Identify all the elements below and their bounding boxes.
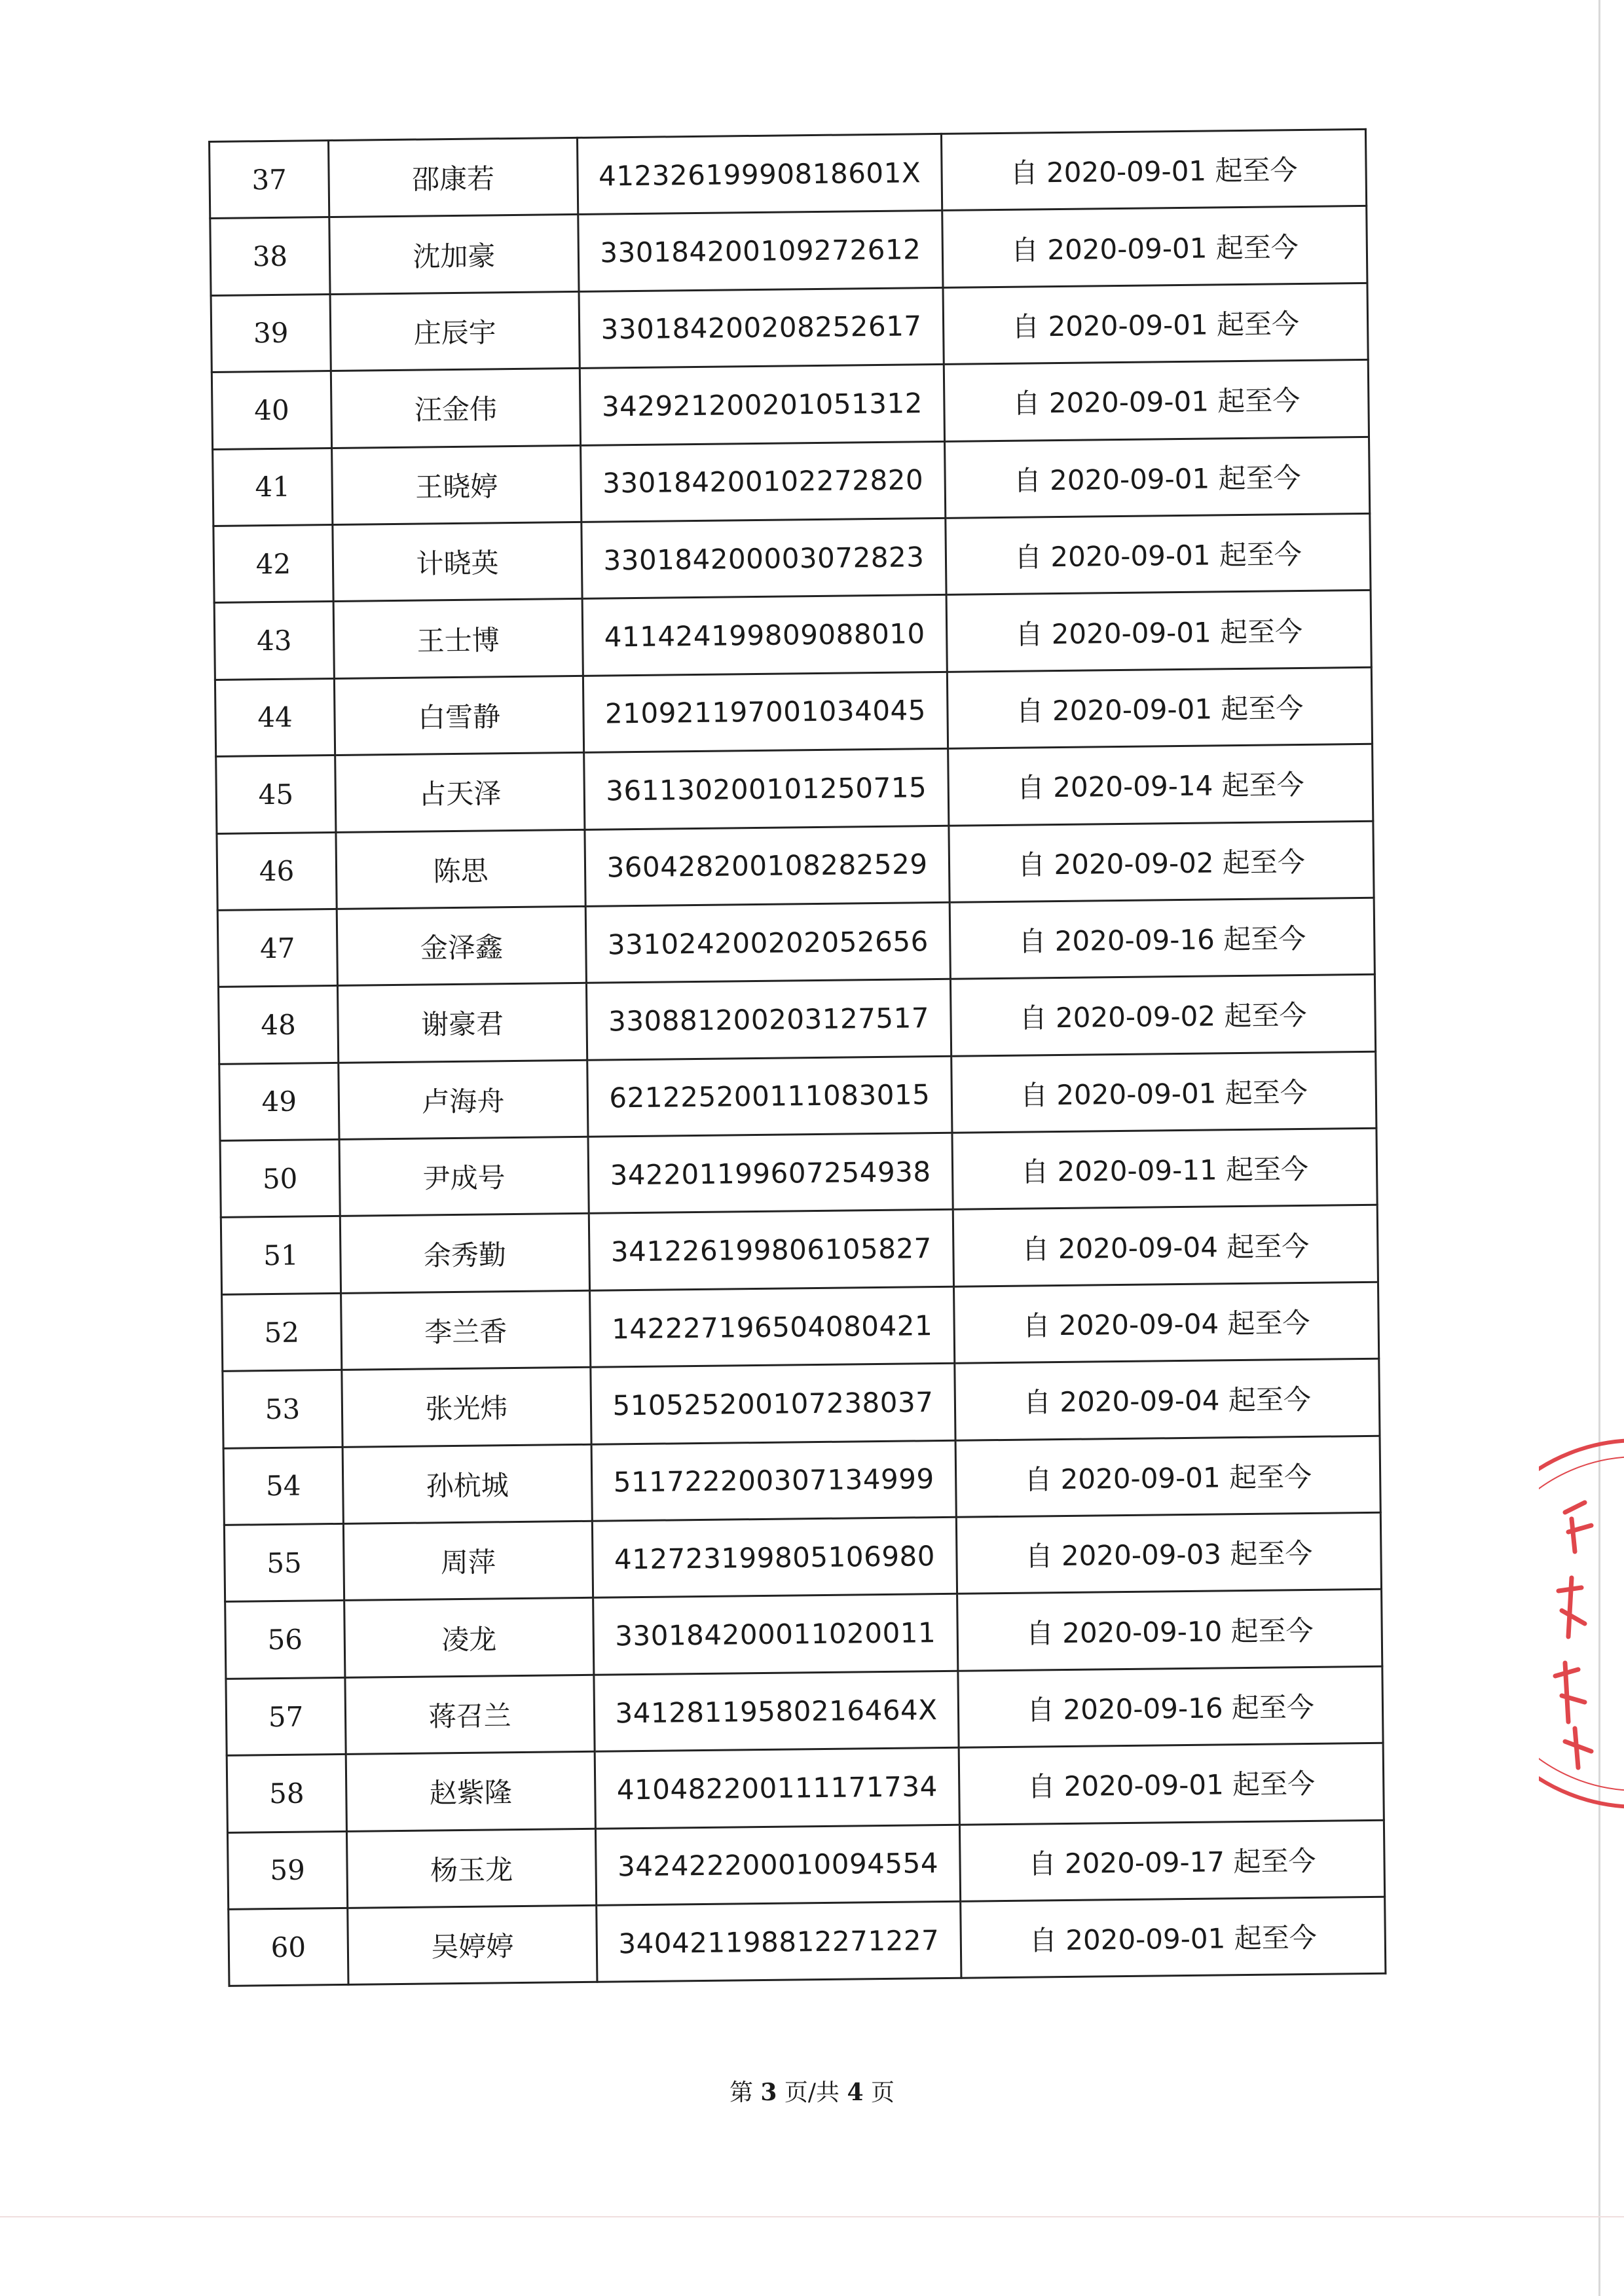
person-name: 沈加豪 [329, 215, 579, 294]
table-row [224, 1512, 1381, 1601]
footer-total-pages: 4 [847, 2079, 864, 2106]
id-number: 210921197001034045 [583, 672, 948, 752]
employment-period: 自 2020-09-01 起至今 [942, 206, 1367, 287]
id-number: 621225200111083015 [587, 1056, 952, 1137]
employment-period: 自 2020-09-01 起至今 [941, 129, 1366, 210]
employment-period: 自 2020-09-16 起至今 [950, 898, 1375, 979]
employment-period: 自 2020-09-01 起至今 [959, 1743, 1384, 1824]
person-name: 尹成号 [339, 1137, 589, 1216]
id-number: 361130200101250715 [584, 748, 949, 829]
person-name: 孙杭城 [342, 1444, 592, 1523]
id-number: 41232619990818601X [577, 134, 942, 214]
table-row [223, 1359, 1380, 1448]
table-row [215, 667, 1372, 756]
employment-period: 自 2020-09-14 起至今 [948, 744, 1373, 825]
roster-table [208, 128, 1386, 1987]
person-name: 周萍 [343, 1521, 593, 1600]
person-name: 王士博 [333, 599, 583, 678]
row-number: 58 [227, 1755, 346, 1832]
row-number: 44 [215, 678, 335, 756]
person-name: 占天泽 [335, 752, 585, 831]
person-name: 金泽鑫 [337, 906, 586, 985]
row-number: 55 [224, 1523, 344, 1601]
id-number: 34128119580216464X [594, 1671, 959, 1751]
person-name: 赵紫隆 [346, 1751, 595, 1831]
row-number: 54 [223, 1447, 343, 1525]
person-name: 卢海舟 [339, 1060, 588, 1139]
row-number: 60 [229, 1908, 348, 1986]
id-number: 330184200102272820 [581, 441, 946, 522]
id-number: 342422200010094554 [595, 1825, 960, 1905]
footer-suffix: 页 [871, 2079, 895, 2106]
id-number: 510525200107238037 [591, 1364, 955, 1444]
roster-table-body [210, 129, 1386, 1986]
row-number: 40 [212, 371, 331, 449]
row-number: 38 [210, 217, 330, 295]
employment-period: 自 2020-09-01 起至今 [943, 283, 1368, 364]
table-row [211, 283, 1368, 372]
employment-period: 自 2020-09-11 起至今 [952, 1128, 1377, 1209]
table-row [216, 744, 1373, 833]
table-row [217, 898, 1375, 987]
row-number: 49 [219, 1063, 339, 1140]
table-row [210, 206, 1367, 295]
employment-period: 自 2020-09-04 起至今 [955, 1359, 1380, 1440]
row-number: 41 [213, 448, 333, 526]
table-row [225, 1590, 1382, 1679]
employment-period: 自 2020-09-10 起至今 [957, 1590, 1382, 1671]
row-number: 46 [217, 832, 337, 910]
table-row [212, 360, 1369, 449]
person-name: 谢豪君 [337, 983, 587, 1063]
person-name: 王晓婷 [332, 445, 581, 524]
employment-period: 自 2020-09-01 起至今 [961, 1897, 1386, 1978]
table-row [219, 1051, 1376, 1140]
id-number: 330184200208252617 [579, 287, 944, 368]
person-name: 凌龙 [344, 1598, 594, 1677]
person-name: 张光炜 [342, 1368, 591, 1447]
id-number: 331024200202052656 [585, 902, 950, 983]
employment-period: 自 2020-09-01 起至今 [946, 513, 1371, 594]
table-row [227, 1820, 1384, 1909]
row-number: 42 [213, 524, 333, 602]
row-number: 52 [222, 1293, 342, 1371]
person-name: 吴婷婷 [348, 1905, 597, 1984]
employment-period: 自 2020-09-04 起至今 [953, 1205, 1378, 1286]
id-number: 330184200109272612 [578, 211, 943, 291]
person-name: 杨玉龙 [346, 1829, 596, 1908]
person-name: 庄辰宇 [330, 291, 580, 371]
footer-current-page: 3 [760, 2079, 777, 2106]
table-row [226, 1666, 1383, 1755]
table-row [213, 513, 1371, 602]
table-row [223, 1436, 1380, 1525]
employment-period: 自 2020-09-01 起至今 [945, 437, 1370, 518]
employment-period: 自 2020-09-02 起至今 [949, 821, 1374, 902]
row-number: 57 [226, 1677, 346, 1755]
id-number: 330184200011020011 [593, 1594, 958, 1675]
person-name: 计晓英 [333, 522, 582, 601]
id-number: 360428200108282529 [585, 826, 950, 906]
person-name: 汪金伟 [331, 369, 580, 448]
table-row [214, 591, 1371, 680]
person-name: 李兰香 [341, 1290, 591, 1370]
row-number: 48 [218, 986, 338, 1064]
person-name: 白雪静 [334, 676, 583, 755]
table-row [222, 1282, 1379, 1371]
employment-period: 自 2020-09-01 起至今 [946, 591, 1371, 672]
table-row [213, 437, 1370, 526]
employment-period: 自 2020-09-01 起至今 [951, 1051, 1376, 1133]
employment-period: 自 2020-09-04 起至今 [954, 1282, 1379, 1363]
employment-period: 自 2020-09-02 起至今 [950, 975, 1375, 1056]
row-number: 43 [214, 602, 334, 680]
row-number: 47 [217, 909, 337, 987]
id-number: 341226199806105827 [589, 1210, 953, 1290]
id-number: 410482200111171734 [595, 1747, 959, 1828]
footer-prefix: 第 [729, 2079, 753, 2106]
id-number: 411424199809088010 [582, 595, 947, 676]
id-number: 142227196504080421 [590, 1286, 955, 1367]
id-number: 412723199805106980 [592, 1517, 957, 1597]
page-footer [0, 2074, 1624, 2107]
employment-period: 自 2020-09-03 起至今 [956, 1512, 1381, 1594]
id-number: 330881200203127517 [586, 979, 951, 1060]
person-name: 邵康若 [329, 137, 578, 217]
bottom-edge-line [0, 2216, 1624, 2217]
table-row [217, 821, 1374, 910]
row-number: 56 [225, 1601, 345, 1679]
roster-sheet [208, 128, 1384, 1987]
row-number: 45 [216, 756, 336, 833]
employment-period: 自 2020-09-16 起至今 [958, 1666, 1383, 1747]
table-row [221, 1205, 1378, 1294]
id-number: 511722200307134999 [591, 1440, 956, 1521]
table-row [210, 129, 1367, 218]
id-number: 342201199607254938 [588, 1133, 953, 1213]
row-number: 37 [210, 141, 329, 219]
row-number: 39 [211, 294, 331, 372]
id-number: 340421198812271227 [597, 1901, 961, 1982]
id-number: 342921200201051312 [580, 365, 944, 445]
employment-period: 自 2020-09-01 起至今 [947, 667, 1372, 748]
table-row [220, 1128, 1377, 1217]
employment-period: 自 2020-09-01 起至今 [944, 360, 1369, 441]
person-name: 陈思 [336, 829, 585, 909]
table-row [218, 975, 1375, 1064]
row-number: 59 [227, 1831, 347, 1909]
employment-period: 自 2020-09-01 起至今 [955, 1436, 1380, 1517]
row-number: 50 [220, 1140, 340, 1218]
row-number: 53 [223, 1370, 342, 1448]
person-name: 蒋召兰 [345, 1675, 595, 1754]
employment-period: 自 2020-09-17 起至今 [959, 1820, 1384, 1901]
row-number: 51 [221, 1216, 341, 1294]
id-number: 330184200003072823 [581, 518, 946, 598]
page-edge-line [1598, 0, 1600, 2296]
company-seal-stamp [1539, 1427, 1624, 1820]
table-row [227, 1743, 1384, 1832]
footer-middle: 页/共 [784, 2079, 840, 2106]
person-name: 余秀勤 [340, 1214, 589, 1293]
table-row [229, 1897, 1386, 1986]
